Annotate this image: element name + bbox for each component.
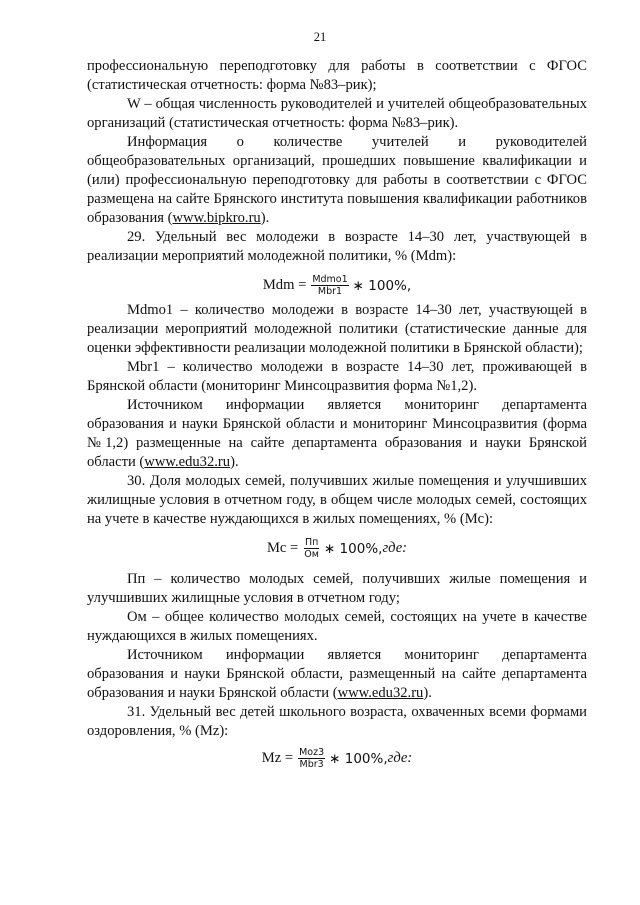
source-mc-text: Источником информации является мониторинг департамента образования и науки Брянской области, размещенный на сайте департамента образования и науки Брянской области ( — [87, 647, 587, 701]
formula-mz-lhs: Mz = — [261, 750, 294, 766]
paragraph-mbr1-definition: Mbr1 – количество молодежи в возрасте 14–30 лет, проживающей в Брянской области (мониторинг Минсоцразвития форма №1,2). — [87, 359, 587, 394]
formula-mz — [87, 747, 587, 770]
formula-mz-where: где: — [387, 750, 413, 766]
formula-mdm-tail: ∗ 100%, — [352, 277, 412, 294]
paragraph-pp-definition: Пп – количество молодых семей, получивших жилые помещения и улучшивших жилищные условия в отчетном году; — [87, 571, 587, 606]
formula-mdm-numerator: Mdmo1 — [312, 274, 348, 285]
formula-mc-lhs: Mc = — [266, 540, 299, 556]
document-body — [87, 57, 587, 770]
formula-mdm-lhs: Mdm = — [262, 277, 307, 293]
source-mc-end: ). — [423, 685, 432, 701]
formula-mz-fraction — [298, 747, 325, 770]
paragraph-bipkro-info — [87, 133, 587, 228]
formula-mc-tail: ∗ 100%, — [323, 540, 383, 557]
formula-mc-denominator: Ом — [304, 549, 319, 560]
formula-mdm-denominator: Mbr1 — [317, 286, 343, 297]
formula-mc-fraction — [303, 537, 320, 560]
formula-mc-numerator: Пп — [304, 537, 319, 548]
bipkro-end: ). — [260, 210, 270, 226]
paragraph-source-mc — [87, 646, 587, 703]
paragraph-continuation: профессиональную переподготовку для работы в соответствии с ФГОС (статистическая отчетность: форма №83–рик); — [87, 58, 587, 93]
bipkro-text: Информация о количестве учителей и руководителей общеобразовательных организаций, прошедших повышение квалификации и (или) профессиональную переподготовку для работы в соответствии с ФГОС размещена на сайте Брянского института повышения квалификации работников образования ( — [87, 134, 587, 226]
paragraph-source-mdm — [87, 396, 587, 472]
source-mdm-end: ). — [230, 454, 239, 470]
formula-mdm — [87, 274, 587, 297]
formula-mc-where: где: — [382, 540, 408, 556]
paragraph-item-29: 29. Удельный вес молодежи в возрасте 14–30 лет, участвующей в реализации мероприятий молодежной политики, % (Mdm): — [87, 229, 587, 264]
formula-mz-tail: ∗ 100%, — [329, 750, 388, 767]
edu32-link-2[interactable]: www.edu32.ru — [337, 685, 424, 701]
source-mdm-text: Источником информации является мониторинг департамента образования и науки Брянской области и мониторинг Минсоцразвития (форма №1,2) размещенные на сайте департамента образования и науки Брянской области ( — [87, 397, 587, 470]
formula-mdm-fraction — [311, 274, 348, 297]
paragraph-item-31: 31. Удельный вес детей школьного возраста, охваченных всеми формами оздоровления, % (Mz): — [87, 704, 587, 739]
formula-mz-denominator: Mbr3 — [299, 759, 324, 770]
paragraph-w-definition: W – общая численность руководителей и учителей общеобразовательных организаций (статистическая отчетность: форма №83–рик). — [87, 96, 587, 131]
edu32-link-1[interactable]: www.edu32.ru — [144, 454, 231, 470]
bipkro-link[interactable]: www.bipkro.ru — [172, 210, 261, 226]
formula-mc — [87, 537, 587, 560]
formula-mz-numerator: Moz3 — [299, 747, 325, 758]
paragraph-om-definition: Ом – общее количество молодых семей, состоящих на учете в качестве нуждающихся в жилых помещениях. — [87, 609, 587, 644]
paragraph-item-30: 30. Доля молодых семей, получивших жилые помещения и улучшивших жилищные условия в отчетном году, в общем числе молодых семей, состоящих на учете в качестве нуждающихся в жилых помещениях, % (Мс): — [87, 473, 587, 527]
paragraph-mdmo1-definition: Mdmo1 – количество молодежи в возрасте 14–30 лет, участвующей в реализации мероприятий молодежной политики (статистические данные для оценки эффективности реализации молодежной политики в Брянской области); — [87, 302, 587, 356]
page-number: 21 — [313, 30, 327, 44]
